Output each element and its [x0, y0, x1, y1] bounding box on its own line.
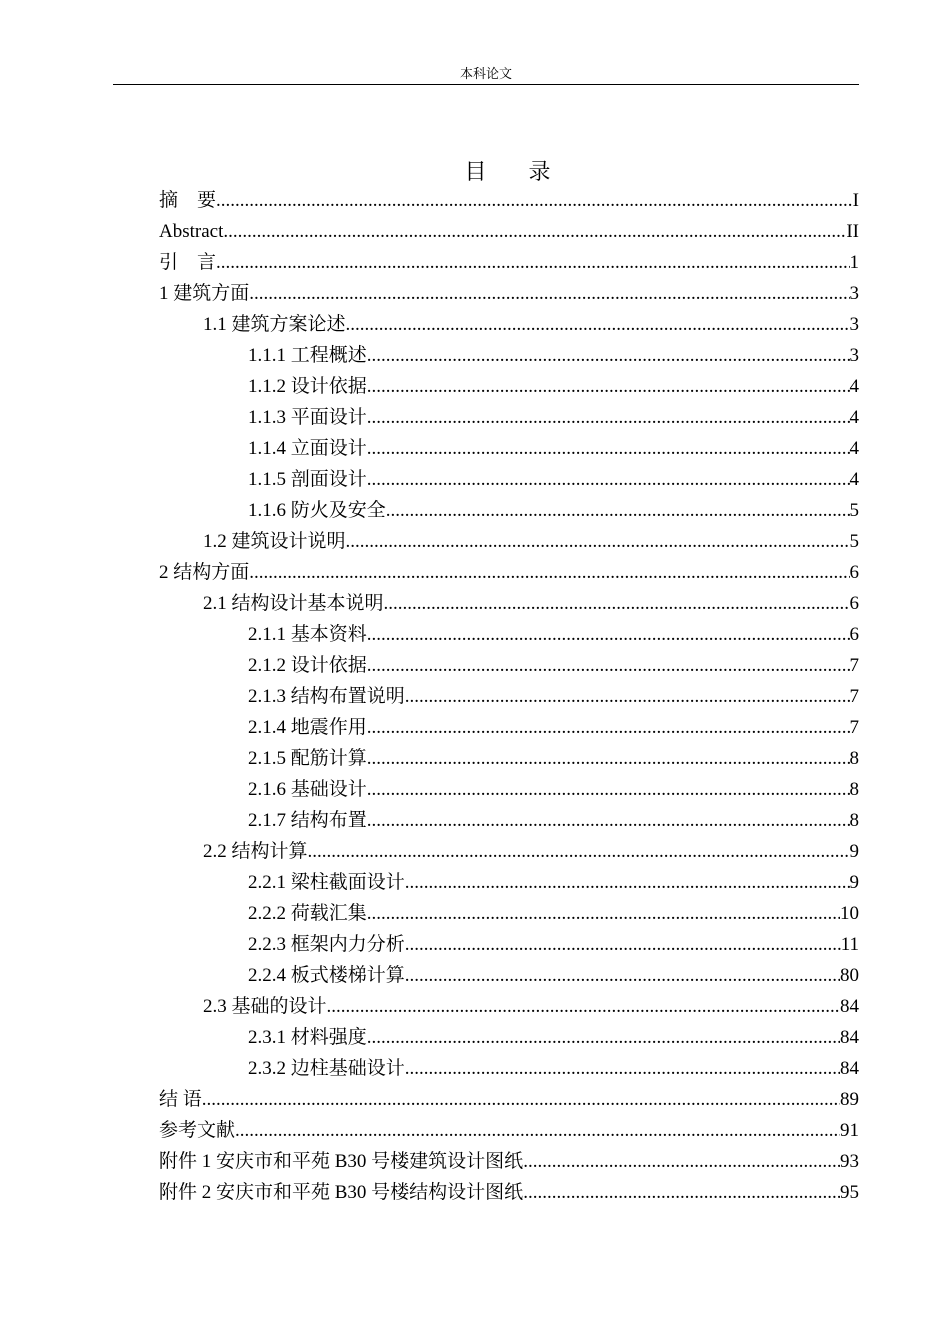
toc-entry-page: 3 — [849, 345, 859, 366]
toc-entry[interactable] — [159, 991, 859, 1022]
toc-entry-label: 结 语 — [159, 1089, 202, 1110]
toc-entry[interactable] — [159, 650, 859, 681]
toc-entry-label: 1.1.4 立面设计 — [248, 438, 367, 459]
toc-entry-label: 2.2.3 框架内力分析 — [248, 934, 405, 955]
toc-entry-page: 3 — [849, 314, 859, 335]
toc-entry-page: 11 — [840, 934, 859, 955]
toc-entry[interactable] — [159, 433, 859, 464]
toc-entry-label: 2.3.2 边柱基础设计 — [248, 1058, 405, 1079]
toc-entry-page: 8 — [849, 810, 859, 831]
toc-entry[interactable] — [159, 712, 859, 743]
toc-entry[interactable] — [159, 216, 859, 247]
toc-entry-page: 89 — [840, 1089, 859, 1110]
toc-leader-dots — [249, 557, 849, 588]
toc-leader-dots — [367, 433, 850, 464]
toc-entry[interactable] — [159, 309, 859, 340]
toc-entry-label: 1 建筑方面 — [159, 283, 250, 304]
toc-leader-dots — [367, 402, 850, 433]
toc-entry-label: 1.1 建筑方案论述 — [203, 314, 346, 335]
toc-leader-dots — [405, 681, 850, 712]
toc-leader-dots — [367, 464, 850, 495]
toc-entry[interactable] — [159, 1115, 859, 1146]
toc-entry-page: 4 — [849, 376, 859, 397]
toc-entry-page: 7 — [849, 717, 859, 738]
toc-entry-label: 2.1.6 基础设计 — [248, 779, 367, 800]
toc-entry[interactable] — [159, 557, 859, 588]
toc-entry-label: 参考文献 — [159, 1120, 236, 1141]
toc-entry-page: 84 — [840, 996, 859, 1017]
toc-leader-dots — [367, 1022, 840, 1053]
toc-entry-page: 10 — [840, 903, 859, 924]
toc-entry-page: 6 — [849, 593, 859, 614]
toc-leader-dots — [327, 991, 840, 1022]
toc-entry-page: 91 — [840, 1120, 859, 1141]
toc-leader-dots — [216, 247, 849, 278]
toc-entry[interactable] — [159, 278, 859, 309]
toc-entry-label: 2.1.2 设计依据 — [248, 655, 367, 676]
toc-entry-label: 附件 1 安庆市和平苑 B30 号楼建筑设计图纸 — [159, 1151, 524, 1172]
toc-entry-label: 2.2.2 荷载汇集 — [248, 903, 367, 924]
toc-entry-label: 2.1.1 基本资料 — [248, 624, 367, 645]
toc-leader-dots — [223, 216, 846, 247]
table-of-contents — [159, 185, 859, 1208]
toc-entry-label: Abstract — [159, 221, 224, 242]
toc-leader-dots — [405, 929, 841, 960]
toc-entry-page: 7 — [849, 655, 859, 676]
toc-leader-dots — [202, 1084, 840, 1115]
toc-entry[interactable] — [159, 619, 859, 650]
toc-entry-label: 2.1.3 结构布置说明 — [248, 686, 405, 707]
toc-entry-page: I — [852, 190, 859, 211]
toc-entry[interactable] — [159, 1022, 859, 1053]
toc-leader-dots — [405, 1053, 840, 1084]
toc-entry-label: 1.1.2 设计依据 — [248, 376, 367, 397]
toc-entry-label: 2.1.7 结构布置 — [248, 810, 367, 831]
toc-entry[interactable] — [159, 1084, 859, 1115]
toc-entry[interactable] — [159, 1146, 859, 1177]
toc-entry-page: 84 — [840, 1058, 859, 1079]
toc-leader-dots — [367, 805, 850, 836]
toc-leader-dots — [249, 278, 849, 309]
toc-leader-dots — [346, 309, 850, 340]
toc-entry[interactable] — [159, 1053, 859, 1084]
toc-entry-label: 附件 2 安庆市和平苑 B30 号楼结构设计图纸 — [159, 1182, 524, 1203]
toc-entry[interactable] — [159, 960, 859, 991]
toc-entry-page: 5 — [849, 531, 859, 552]
toc-entry-label: 2.2 结构计算 — [203, 841, 308, 862]
toc-entry-label: 1.1.1 工程概述 — [248, 345, 367, 366]
toc-entry-page: 4 — [849, 407, 859, 428]
toc-entry[interactable] — [159, 836, 859, 867]
toc-entry-label: 摘 要 — [159, 190, 217, 211]
toc-entry[interactable] — [159, 1177, 859, 1208]
toc-entry-page: 4 — [849, 438, 859, 459]
toc-entry[interactable] — [159, 805, 859, 836]
toc-entry[interactable] — [159, 929, 859, 960]
toc-entry-page: 80 — [840, 965, 859, 986]
toc-leader-dots — [235, 1115, 840, 1146]
toc-leader-dots — [367, 774, 850, 805]
toc-entry[interactable] — [159, 867, 859, 898]
toc-entry-page: 7 — [849, 686, 859, 707]
toc-leader-dots — [405, 960, 840, 991]
toc-entry[interactable] — [159, 247, 859, 278]
toc-entry[interactable] — [159, 743, 859, 774]
toc-leader-dots — [405, 867, 850, 898]
toc-entry-label: 1.2 建筑设计说明 — [203, 531, 346, 552]
toc-entry-page: 3 — [849, 283, 859, 304]
toc-entry-page: 4 — [849, 469, 859, 490]
toc-title-right: 录 — [528, 159, 551, 184]
toc-entry-label: 2.2.1 梁柱截面设计 — [248, 872, 405, 893]
toc-entry-label: 2.3.1 材料强度 — [248, 1027, 367, 1048]
toc-entry-page: 95 — [840, 1182, 859, 1203]
toc-entry[interactable] — [159, 402, 859, 433]
toc-leader-dots — [523, 1177, 840, 1208]
toc-entry-label: 1.1.6 防火及安全 — [248, 500, 386, 521]
toc-leader-dots — [367, 340, 850, 371]
toc-entry-page: 8 — [849, 779, 859, 800]
toc-leader-dots — [367, 371, 850, 402]
toc-entry[interactable] — [159, 588, 859, 619]
toc-entry-page: 93 — [840, 1151, 859, 1172]
toc-entry-label: 2.2.4 板式楼梯计算 — [248, 965, 405, 986]
toc-entry-page: II — [846, 221, 859, 242]
toc-entry-page: 84 — [840, 1027, 859, 1048]
toc-entry-label: 2 结构方面 — [159, 562, 250, 583]
toc-entry[interactable] — [159, 371, 859, 402]
toc-leader-dots — [308, 836, 850, 867]
toc-title-left: 目 — [464, 159, 487, 184]
toc-entry-page: 9 — [849, 872, 859, 893]
toc-entry-label: 1.1.3 平面设计 — [248, 407, 367, 428]
toc-entry-label: 2.1.4 地震作用 — [248, 717, 367, 738]
toc-entry-page: 5 — [849, 500, 859, 521]
toc-leader-dots — [367, 898, 840, 929]
toc-entry[interactable] — [159, 464, 859, 495]
toc-leader-dots — [216, 185, 853, 216]
toc-title — [0, 155, 950, 186]
toc-entry[interactable] — [159, 898, 859, 929]
toc-entry[interactable] — [159, 495, 859, 526]
toc-leader-dots — [384, 588, 850, 619]
toc-leader-dots — [386, 495, 850, 526]
toc-entry-label: 2.1.5 配筋计算 — [248, 748, 367, 769]
toc-entry-label: 1.1.5 剖面设计 — [248, 469, 367, 490]
toc-entry[interactable] — [159, 774, 859, 805]
toc-entry[interactable] — [159, 185, 859, 216]
toc-entry-label: 2.1 结构设计基本说明 — [203, 593, 384, 614]
toc-leader-dots — [367, 743, 850, 774]
toc-entry[interactable] — [159, 681, 859, 712]
toc-leader-dots — [367, 650, 850, 681]
toc-entry-page: 6 — [849, 624, 859, 645]
page-header: 本科论文 — [113, 64, 859, 85]
toc-leader-dots — [523, 1146, 840, 1177]
toc-entry-page: 6 — [849, 562, 859, 583]
toc-entry-page: 1 — [849, 252, 859, 273]
toc-entry-label: 2.3 基础的设计 — [203, 996, 327, 1017]
toc-leader-dots — [367, 712, 850, 743]
toc-entry-label: 引 言 — [159, 252, 217, 273]
toc-entry-page: 9 — [849, 841, 859, 862]
toc-entry[interactable] — [159, 340, 859, 371]
toc-leader-dots — [367, 619, 850, 650]
toc-leader-dots — [346, 526, 850, 557]
toc-entry[interactable] — [159, 526, 859, 557]
toc-entry-page: 8 — [849, 748, 859, 769]
